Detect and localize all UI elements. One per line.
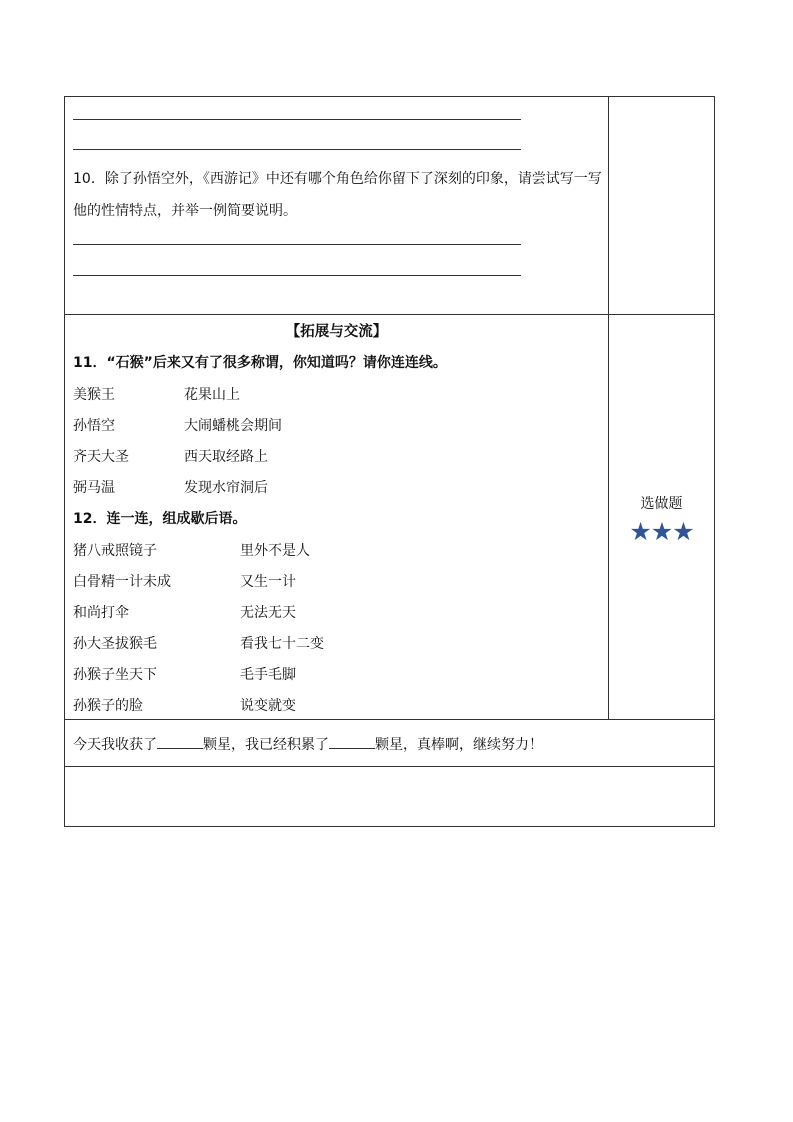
answer-line bbox=[73, 119, 521, 120]
worksheet-table bbox=[64, 96, 715, 827]
q12-right-item: 说变就变 bbox=[240, 698, 296, 714]
star-rating-icon: ★★★ bbox=[629, 517, 694, 546]
q11-right-item: 发现水帘洞后 bbox=[184, 480, 268, 496]
optional-label: 选做题 bbox=[640, 496, 683, 512]
row-extension bbox=[65, 315, 715, 720]
answer-line bbox=[73, 244, 521, 245]
answer-line bbox=[73, 275, 521, 276]
q11-left-item: 美猴王 bbox=[73, 387, 115, 403]
row-q10 bbox=[65, 97, 715, 315]
q12-right-item: 看我七十二变 bbox=[240, 636, 324, 652]
question-11-title: 11．“石猴”后来又有了很多称谓，你知道吗？请你连连线。 bbox=[73, 355, 447, 371]
section-heading: 【拓展与交流】 bbox=[285, 324, 388, 340]
extension-cell bbox=[65, 315, 609, 720]
q10-cell bbox=[65, 97, 609, 315]
q11-left-item: 齐天大圣 bbox=[73, 449, 129, 465]
row-empty bbox=[65, 767, 715, 827]
q12-right-item: 里外不是人 bbox=[240, 543, 310, 559]
row-summary bbox=[65, 720, 715, 767]
q11-right-item: 花果山上 bbox=[184, 387, 240, 403]
q11-left-item: 孙悟空 bbox=[73, 418, 115, 434]
summary-part: 今天我收获了 bbox=[73, 737, 157, 753]
q12-left-item: 孙猴子的脸 bbox=[73, 698, 143, 714]
stars-earned-blank[interactable] bbox=[157, 734, 203, 749]
q11-right-item: 西天取经路上 bbox=[184, 449, 268, 465]
q11-left-item: 弼马温 bbox=[73, 480, 115, 496]
q11-right-item: 大闹蟠桃会期间 bbox=[184, 418, 282, 434]
question-12-title: 12．连一连，组成歇后语。 bbox=[73, 511, 247, 527]
q12-left-item: 孙猴子坐天下 bbox=[73, 667, 157, 683]
q12-right-item: 无法无天 bbox=[240, 605, 296, 621]
optional-side-cell bbox=[609, 315, 715, 720]
empty-cell bbox=[65, 767, 715, 827]
question-10: 10．除了孙悟空外，《西游记》中还有哪个角色给你留下了深刻的印象，请尝试写一写他的性情特点，并举一例简要说明。 bbox=[73, 171, 602, 219]
summary-cell bbox=[65, 720, 715, 767]
q12-left-item: 和尚打伞 bbox=[73, 605, 129, 621]
q12-left-item: 猪八戒照镜子 bbox=[73, 543, 157, 559]
q12-right-item: 毛手毛脚 bbox=[240, 667, 296, 683]
q12-left-item: 白骨精一计未成 bbox=[73, 574, 171, 590]
q12-left-item: 孙大圣拔猴毛 bbox=[73, 636, 157, 652]
q10-side-cell bbox=[609, 97, 715, 315]
summary-text bbox=[73, 734, 543, 754]
summary-part: 颗星，真棒啊，继续努力！ bbox=[375, 737, 543, 753]
summary-part: 颗星，我已经积累了 bbox=[203, 737, 329, 753]
q12-right-item: 又生一计 bbox=[240, 574, 296, 590]
answer-line bbox=[73, 149, 521, 150]
stars-total-blank[interactable] bbox=[329, 734, 375, 749]
